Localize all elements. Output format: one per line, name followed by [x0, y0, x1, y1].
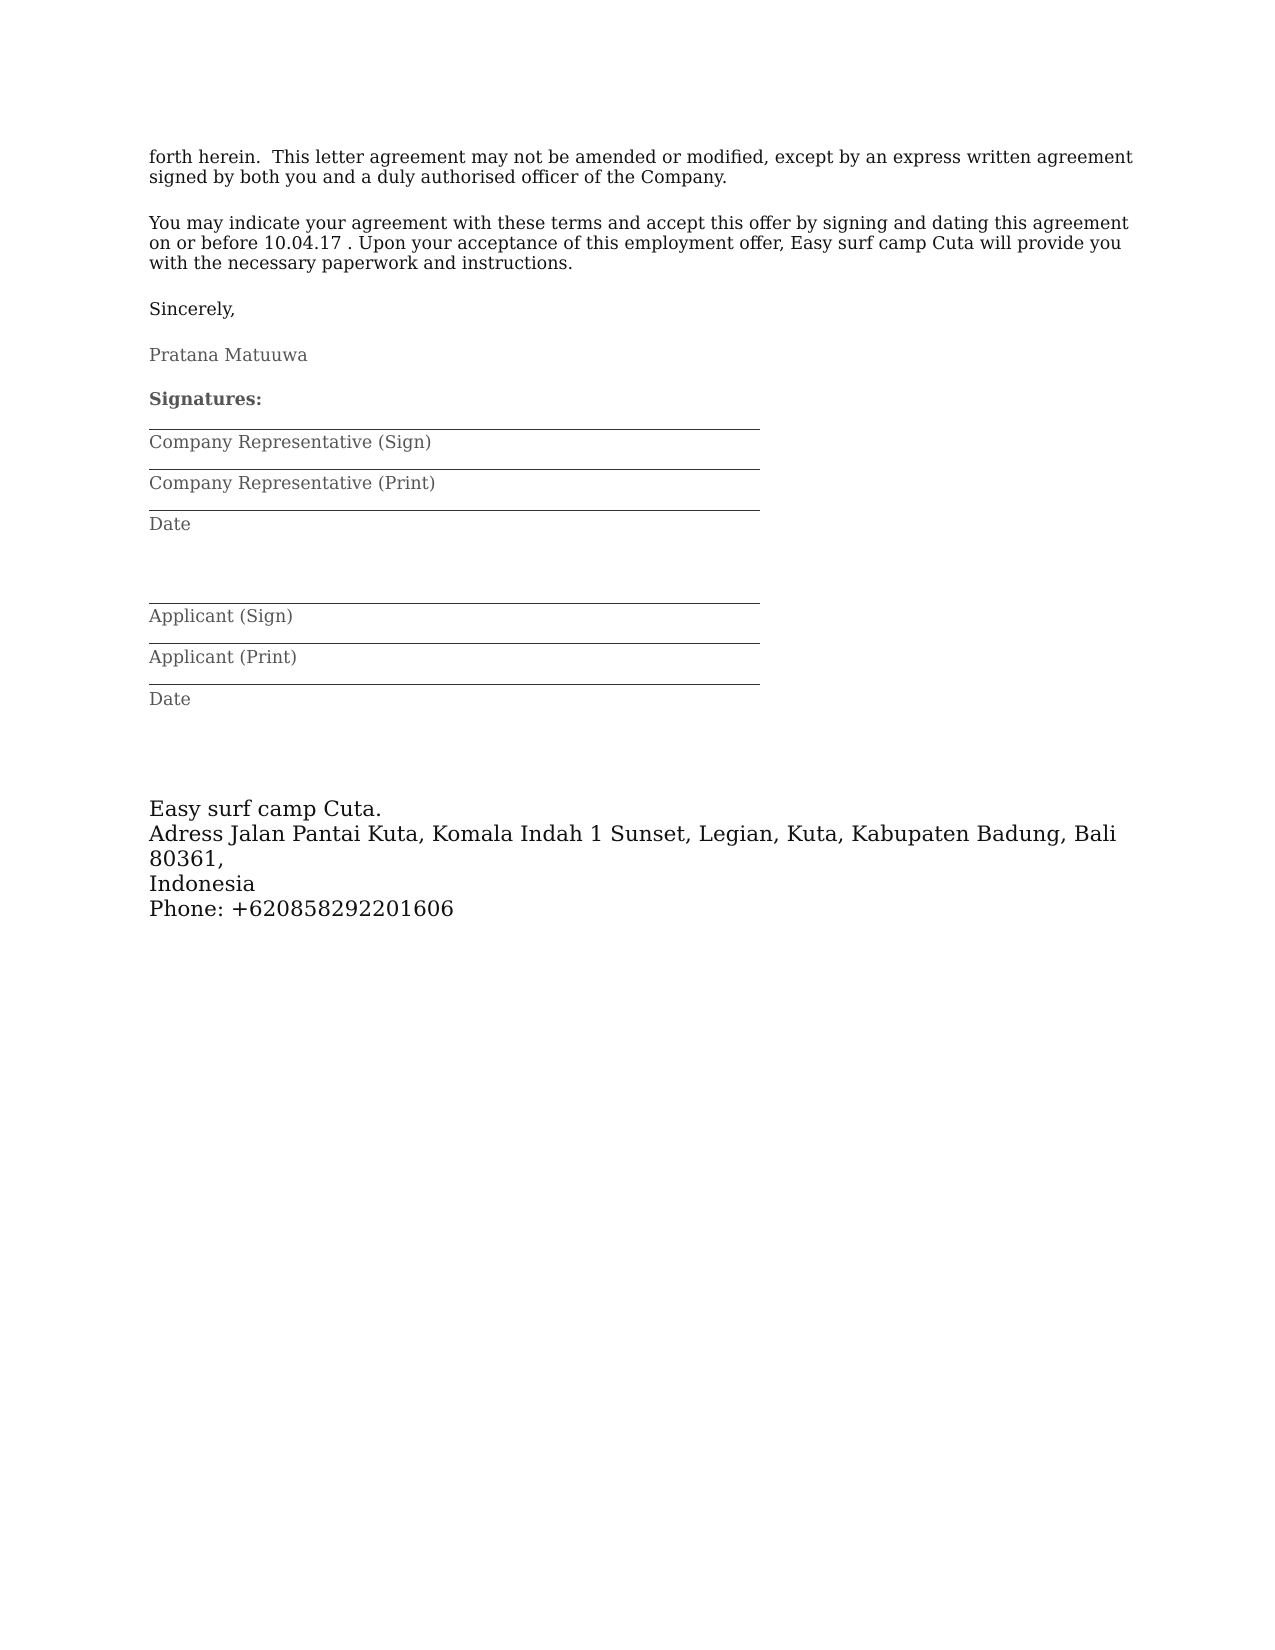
applicant-date-line: [149, 684, 760, 685]
company-footer: [149, 797, 1149, 922]
footer-address-line-1: Adress Jalan Pantai Kuta, Komala Indah 1 Sunset, Legian, Kuta, Kabupaten Badung, Bali 80361,: [149, 822, 1117, 872]
company-print-line: [149, 469, 760, 470]
company-sign-line: [149, 429, 760, 430]
paragraph-amendment: forth herein. This letter agreement may not be amended or modified, except by an express written agreement signed by both you and a duly authorised officer of the Company.: [149, 148, 1139, 188]
company-date-line: [149, 510, 760, 511]
company-date-label: Date: [149, 515, 191, 535]
footer-company-name: Easy surf camp Cuta.: [149, 797, 382, 822]
footer-address-line-2: Indonesia: [149, 872, 256, 897]
applicant-sign-line: [149, 603, 760, 604]
company-print-label: Company Representative (Print): [149, 474, 436, 494]
company-sign-label: Company Representative (Sign): [149, 433, 432, 453]
applicant-date-label: Date: [149, 690, 191, 710]
sender-name: Pratana Matuuwa: [149, 346, 308, 366]
applicant-print-line: [149, 643, 760, 644]
applicant-sign-label: Applicant (Sign): [149, 607, 294, 627]
footer-phone: Phone: +620858292201606: [149, 897, 455, 922]
applicant-print-label: Applicant (Print): [149, 648, 298, 668]
signatures-heading: Signatures:: [149, 390, 263, 410]
closing-salutation: Sincerely,: [149, 300, 236, 320]
paragraph-acceptance: You may indicate your agreement with these terms and accept this offer by signing and dating this agreement on or before 10.04.17 . Upon your acceptance of this employment offer, Easy surf camp Cuta will provide you with the necessary paperwork and instructions.: [149, 214, 1135, 274]
